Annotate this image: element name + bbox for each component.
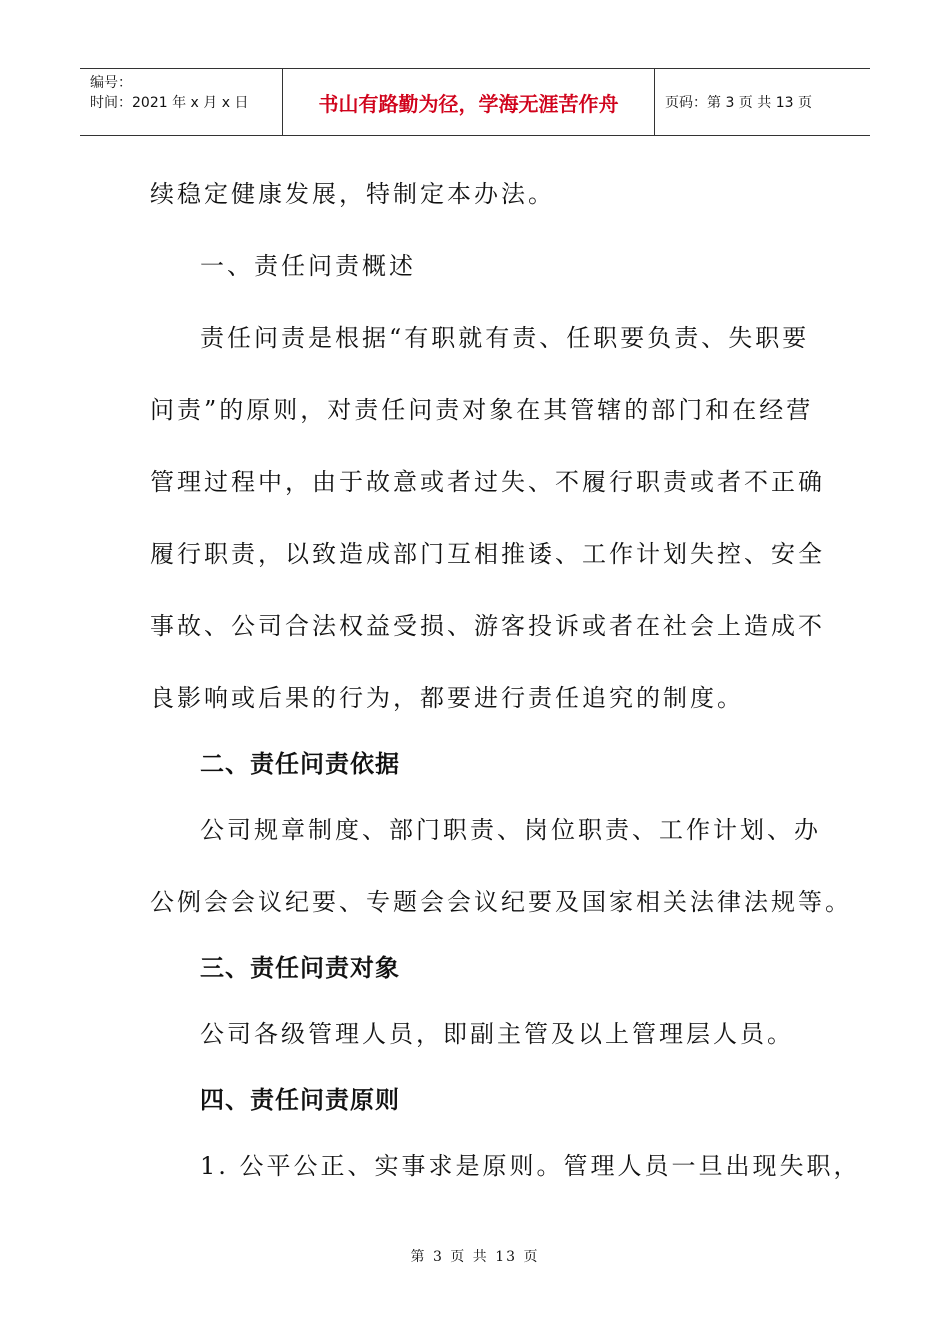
time-label: 时间：2021 年 x 月 x 日 — [90, 95, 249, 111]
body-line: 公司各级管理人员，即副主管及以上管理层人员。 — [200, 1020, 794, 1048]
body-line: 事故、公司合法权益受损、游客投诉或者在社会上造成不 — [150, 612, 825, 640]
body-line: 续稳定健康发展，特制定本办法。 — [150, 180, 555, 208]
section-heading: 三、责任问责对象 — [200, 954, 400, 982]
body-line: 公司规章制度、部门职责、岗位职责、工作计划、办 — [200, 816, 821, 844]
page-footer: 第 3 页 共 13 页 — [410, 1249, 540, 1265]
section-heading: 二、责任问责依据 — [200, 750, 400, 778]
body-line: 管理过程中，由于故意或者过失、不履行职责或者不正确 — [150, 468, 825, 496]
section-heading: 四、责任问责原则 — [200, 1086, 400, 1114]
document-body — [150, 158, 861, 1202]
body-line: 履行职责，以致造成部门互相推诿、工作计划失控、安全 — [150, 540, 825, 568]
body-line: 责任问责是根据“有职就有责、任职要负责、失职要 — [200, 324, 810, 352]
body-line: 公例会会议纪要、专题会会议纪要及国家相关法律法规等。 — [150, 888, 852, 916]
body-line: 1. 公平公正、实事求是原则。管理人员一旦出现失职， — [200, 1152, 861, 1180]
header-meta — [80, 69, 283, 135]
document-header — [80, 68, 870, 136]
header-motto: 书山有路勤为径，学海无涯苦作舟 — [283, 69, 655, 135]
number-label: 编号： — [90, 75, 132, 91]
section-heading: 一、责任问责概述 — [200, 252, 416, 280]
body-line: 问责”的原则，对责任问责对象在其管辖的部门和在经营 — [150, 396, 814, 424]
header-page-code: 页码：第 3 页 共 13 页 — [665, 95, 812, 111]
body-line: 良影响或后果的行为，都要进行责任追究的制度。 — [150, 684, 744, 712]
